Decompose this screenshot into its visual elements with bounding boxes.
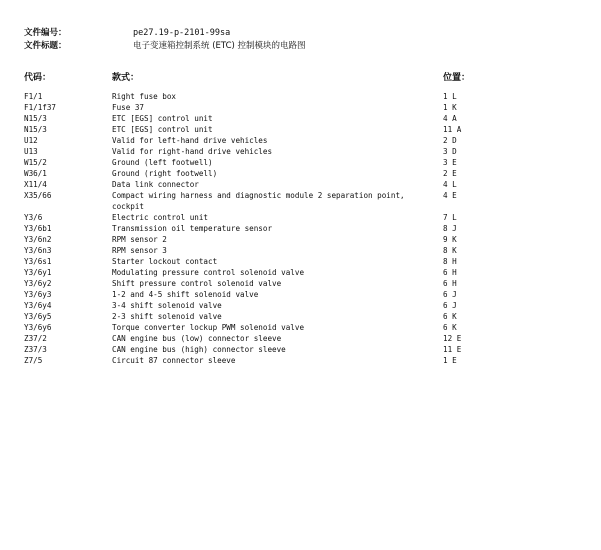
header-location: 位置： (443, 73, 471, 83)
component-name: Ground (left footwell) (112, 158, 213, 167)
table-row (0, 333, 601, 344)
doc-number-label: 文件编号： (24, 28, 67, 38)
component-code: Y3/6y2 (24, 279, 52, 288)
component-name: RPM sensor 3 (112, 246, 167, 255)
component-name: Starter lockout contact (112, 257, 218, 266)
component-location: 11 E (443, 345, 462, 354)
component-code: Z37/2 (24, 334, 47, 343)
component-location: 4 A (443, 114, 457, 123)
component-location: 6 H (443, 268, 457, 277)
component-code: X35/66 (24, 191, 52, 200)
table-row (0, 245, 601, 256)
component-code: X11/4 (24, 180, 47, 189)
component-name: Valid for left-hand drive vehicles (112, 136, 268, 145)
table-row (0, 179, 601, 190)
table-row (0, 212, 601, 223)
component-code: Y3/6n2 (24, 235, 52, 244)
table-row (0, 278, 601, 289)
component-location: 3 E (443, 158, 457, 167)
component-location: 6 K (443, 323, 457, 332)
component-location: 9 K (443, 235, 457, 244)
component-name: Shift pressure control solenoid valve (112, 279, 282, 288)
component-location: 2 E (443, 169, 457, 178)
component-code: Y3/6y4 (24, 301, 52, 310)
table-row (0, 102, 601, 113)
component-location: 1 K (443, 103, 457, 112)
table-row (0, 146, 601, 157)
table-row (0, 135, 601, 146)
component-code: W36/1 (24, 169, 47, 178)
component-name: RPM sensor 2 (112, 235, 167, 244)
component-code: Y3/6 (24, 213, 43, 222)
component-location: 6 J (443, 290, 457, 299)
component-location: 4 L (443, 180, 457, 189)
table-row (0, 223, 601, 234)
component-code: W15/2 (24, 158, 47, 167)
component-location: 11 A (443, 125, 462, 134)
component-name: CAN engine bus (low) connector sleeve (112, 334, 282, 343)
table-row (0, 91, 601, 102)
component-code: Z7/5 (24, 356, 43, 365)
component-code: Y3/6b1 (24, 224, 52, 233)
component-name: CAN engine bus (high) connector sleeve (112, 345, 286, 354)
header-name: 款式： (112, 73, 140, 83)
component-code: U13 (24, 147, 38, 156)
component-name: Compact wiring harness and diagnostic module 2 separation point, cockpit (112, 191, 405, 211)
component-list (0, 91, 601, 366)
component-name: Modulating pressure control solenoid valve (112, 268, 305, 277)
component-name: Data link connector (112, 180, 199, 189)
table-row (0, 355, 601, 366)
table-row (0, 256, 601, 267)
table-row (0, 267, 601, 278)
table-row (0, 157, 601, 168)
component-name: 2-3 shift solenoid valve (112, 312, 222, 321)
component-location: 8 J (443, 224, 457, 233)
component-location: 3 D (443, 147, 457, 156)
component-location: 8 H (443, 257, 457, 266)
component-code: N15/3 (24, 114, 47, 123)
component-name: Circuit 87 connector sleeve (112, 356, 236, 365)
component-code: Y3/6y5 (24, 312, 52, 321)
table-row (0, 234, 601, 245)
component-code: Y3/6s1 (24, 257, 52, 266)
component-location: 6 J (443, 301, 457, 310)
component-name: Ground (right footwell) (112, 169, 218, 178)
component-code: Y3/6y3 (24, 290, 52, 299)
component-name: Transmission oil temperature sensor (112, 224, 273, 233)
component-location: 4 E (443, 191, 457, 200)
table-row (0, 300, 601, 311)
component-name: ETC [EGS] control unit (112, 125, 213, 134)
component-code: Z37/3 (24, 345, 47, 354)
component-code: Y3/6y6 (24, 323, 52, 332)
component-code: N15/3 (24, 125, 47, 134)
component-location: 6 H (443, 279, 457, 288)
component-name: Torque converter lockup PWM solenoid valve (112, 323, 305, 332)
table-row (0, 289, 601, 300)
component-name: ETC [EGS] control unit (112, 114, 213, 123)
component-location: 12 E (443, 334, 462, 343)
component-name: Electric control unit (112, 213, 209, 222)
doc-title-label: 文件标题： (24, 41, 67, 51)
component-location: 1 E (443, 356, 457, 365)
component-name: Valid for right-hand drive vehicles (112, 147, 273, 156)
component-name: 3-4 shift solenoid valve (112, 301, 222, 310)
table-row (0, 168, 601, 179)
header-code: 代码： (24, 73, 52, 83)
component-name: Fuse 37 (112, 103, 145, 112)
component-location: 6 K (443, 312, 457, 321)
component-code: F1/1f37 (24, 103, 57, 112)
component-name: 1-2 and 4-5 shift solenoid valve (112, 290, 259, 299)
table-row (0, 322, 601, 333)
table-row (0, 113, 601, 124)
doc-number-value: pe27.19-p-2101-99sa (133, 28, 231, 38)
component-code: Y3/6y1 (24, 268, 52, 277)
component-location: 2 D (443, 136, 457, 145)
table-row (0, 344, 601, 355)
component-code: U12 (24, 136, 38, 145)
component-code: Y3/6n3 (24, 246, 52, 255)
component-location: 8 K (443, 246, 457, 255)
table-row (0, 124, 601, 135)
table-row (0, 311, 601, 322)
component-name: Right fuse box (112, 92, 177, 101)
component-code: F1/1 (24, 92, 43, 101)
doc-title-value: 电子变速箱控制系统 (ETC) 控制模块的电路图 (133, 41, 306, 51)
component-location: 1 L (443, 92, 457, 101)
table-row (0, 190, 601, 212)
component-location: 7 L (443, 213, 457, 222)
